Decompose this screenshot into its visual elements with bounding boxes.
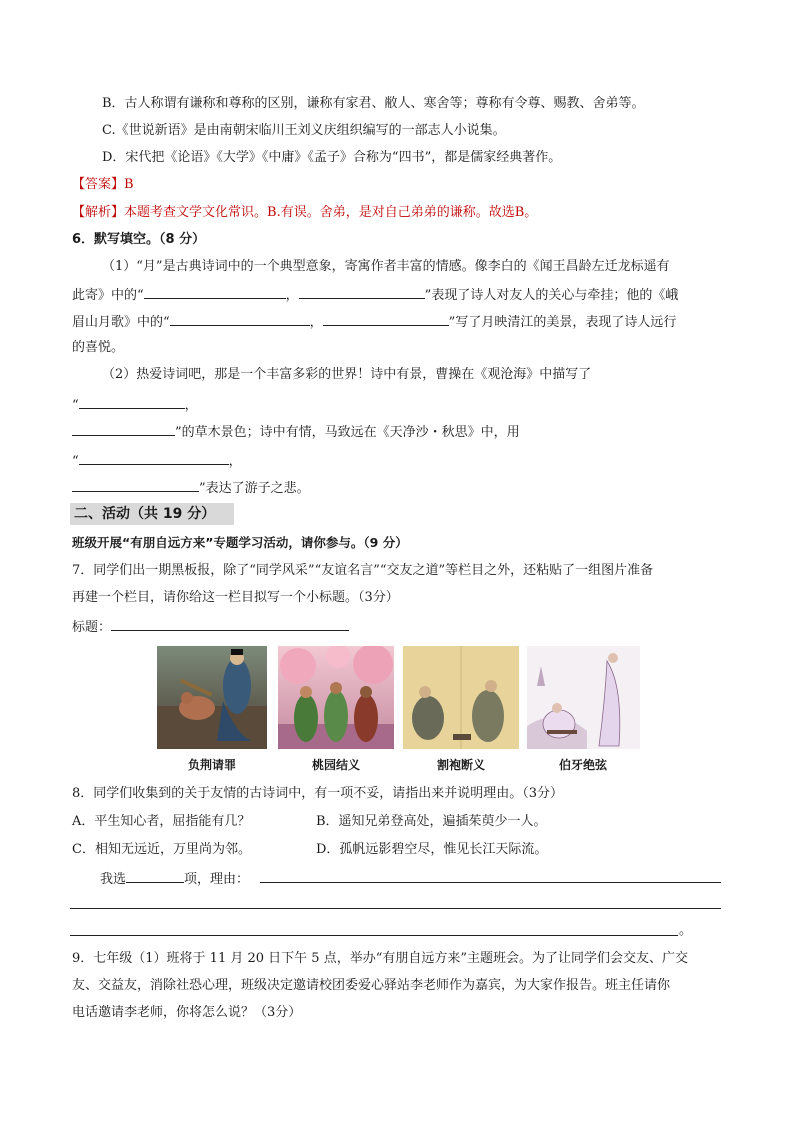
text-segment: ， (184, 398, 198, 413)
caption-taoyuan-jieyi: 桃园结义 (311, 758, 360, 772)
label-text: 标题： (72, 620, 112, 635)
q6-p2-line5 (72, 478, 310, 498)
q6-p1-line4: 的喜悦。 (72, 340, 125, 355)
q6-p1-line1: （1）“月”是古典诗词中的一个典型意象，寄寓作者丰富的情感。像李白的《闻王昌龄左迁龙标遥有 (102, 259, 670, 274)
q6-p1-line3 (72, 312, 676, 332)
q5-option-b: B．古人称谓有谦称和尊称的区别，谦称有家君、敝人、寒舍等；尊称有令尊、赐教、舍弟等。 (102, 96, 645, 111)
text-segment: ”表达了游子之悲。 (199, 481, 310, 496)
q9-line2: 友、交益友，消除社恐心理，班级决定邀请校团委爱心驿站李老师作为嘉宾，为大家作报告。班主任请你 (72, 978, 671, 993)
section-heading: 二、活动（共 19 分） (70, 503, 234, 525)
answer-blank[interactable] (323, 312, 449, 326)
answer-value: B (124, 177, 134, 192)
answer-blank[interactable] (72, 422, 175, 436)
answer-tag: 【答案】 (72, 177, 125, 192)
choice-blank[interactable] (126, 869, 184, 883)
q8-option-c: C．相知无远近，万里尚为邻。 (72, 842, 251, 857)
answer-blank[interactable] (72, 478, 199, 492)
q9-line3: 电话邀请李老师，你将怎么说？（3分） (72, 1005, 302, 1020)
text-segment: “ (72, 398, 79, 413)
text-segment: ”的草木景色；诗中有情，马致远在《天净沙・秋思》中，用 (175, 425, 520, 440)
reason-answer-line[interactable] (260, 882, 721, 883)
q6-p2-line1: （2）热爱诗词吧，那是一个丰富多彩的世界！诗中有景，曹操在《观沧海》中描写了 (102, 367, 592, 382)
text-segment: “ (72, 454, 79, 469)
q8-option-a: A．平生知心者，屈指能有几？ (72, 814, 251, 829)
text-segment: ， (285, 288, 299, 303)
q8-end-mark: 。 (679, 923, 693, 938)
q5-option-d: D．宋代把《论语》《大学》《中庸》《孟子》合称为“四书”，都是儒家经典著作。 (102, 150, 562, 165)
q7-line2: 再建一个栏目，请你给这一栏目拟写一个小标题。（3分） (72, 590, 399, 605)
answer-blank[interactable] (144, 285, 286, 299)
analysis-text: 本题考查文学文化常识。B.有误。舍弟，是对自己弟弟的谦称。故选B。 (124, 205, 538, 220)
caption-gepao-duanyi: 割袍断义 (436, 758, 485, 772)
image-taoyuan-jieyi (278, 646, 394, 749)
section-intro: 班级开展“有朋自远方来”专题学习活动，请你参与。（9 分） (72, 535, 408, 550)
q6-p1-line2 (72, 285, 678, 305)
image-boya-juexian (527, 646, 640, 749)
text-segment: ， (228, 454, 242, 469)
q7-line1: 7．同学们出一期黑板报，除了“同学风采”“友谊名言”“交友之道”等栏目之外，还粘贴了一组图片准备 (72, 563, 654, 578)
text-segment: ”表现了诗人对友人的关心与牵挂；他的《峨 (424, 288, 679, 303)
q5-option-c: C.《世说新语》是由南朝宋临川王刘义庆组织编写的一部志人小说集。 (102, 123, 506, 138)
reason-answer-line[interactable] (70, 908, 721, 909)
q5-answer (72, 176, 134, 194)
text-segment: ， (309, 315, 323, 330)
answer-blank[interactable] (79, 395, 185, 409)
q6-title: 6．默写填空。（8 分） (72, 232, 206, 247)
text-segment: ”写了月映清江的美景，表现了诗人远行 (448, 315, 677, 330)
text-segment: 此寄》中的“ (72, 288, 144, 303)
answer-blank[interactable] (170, 312, 310, 326)
title-answer-blank[interactable] (111, 617, 349, 631)
caption-boya-juexian: 伯牙绝弦 (558, 758, 607, 772)
answer-blank[interactable] (79, 451, 229, 465)
text-segment: 项，理由： (184, 872, 250, 887)
q8-option-d: D．孤帆远影碧空尽，惟见长江天际流。 (316, 842, 548, 857)
q6-p2-line3 (72, 422, 520, 442)
q8-option-b: B．遥知兄弟登高处，遍插茱萸少一人。 (316, 814, 547, 829)
q5-analysis (72, 204, 537, 222)
analysis-tag: 【解析】 (72, 205, 125, 220)
q6-p2-line4 (72, 451, 242, 471)
q8-line1: 8．同学们收集到的关于友情的古诗词中，有一项不妥，请指出来并说明理由。（3分） (72, 786, 564, 801)
q7-title-label (72, 617, 349, 637)
answer-blank[interactable] (299, 285, 425, 299)
q8-choose-line (100, 869, 249, 889)
image-fujing-qingzui (157, 646, 267, 749)
reason-answer-line[interactable] (70, 935, 678, 936)
text-segment: 眉山月歌》中的“ (72, 315, 170, 330)
image-gepao-duanyi (403, 646, 519, 749)
caption-fujing-qingzui: 负荆请罪 (187, 758, 236, 772)
q6-p2-line2 (72, 395, 198, 415)
text-segment: 我选 (100, 872, 127, 887)
q9-line1: 9．七年级（1）班将于 11 月 20 日下午 5 点，举办“有朋自远方来”主题班会。为了让同学们会交友、广交 (72, 951, 688, 966)
